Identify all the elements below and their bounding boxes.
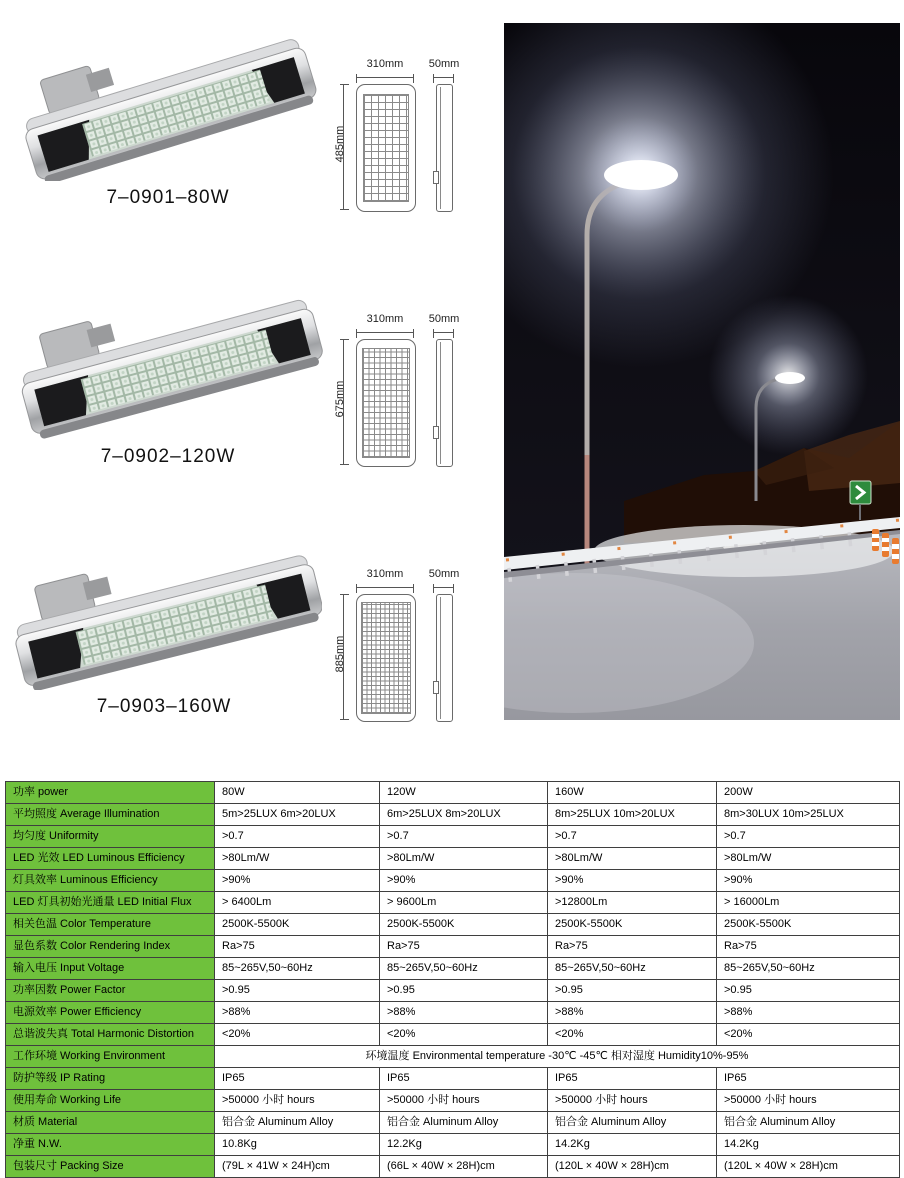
width-dimension-label: 310mm [366, 568, 404, 580]
spec-row [6, 1090, 900, 1112]
spec-cell: >0.95 [215, 980, 380, 1002]
spec-cell: Ra>75 [380, 936, 548, 958]
spec-row [6, 1068, 900, 1090]
spec-cell: IP65 [215, 1068, 380, 1090]
spec-cell: >12800Lm [548, 892, 717, 914]
led-grid [361, 602, 411, 714]
spec-row-label: 包装尺寸 Packing Size [6, 1156, 215, 1178]
spec-cell: >90% [215, 870, 380, 892]
spec-cell: 铝合金 Aluminum Alloy [380, 1112, 548, 1134]
spec-cell: >88% [380, 1002, 548, 1024]
product-label-160w: 7–0903–160W [96, 696, 232, 717]
height-dimension-label: 485mm [334, 125, 346, 163]
spec-cell: <20% [548, 1024, 717, 1046]
spec-row [6, 1134, 900, 1156]
streetlight-night-photo [504, 23, 900, 720]
spec-cell: 8m>25LUX 10m>20LUX [548, 804, 717, 826]
product-photo-160w [7, 540, 322, 690]
spec-row [6, 804, 900, 826]
height-dimension-line [343, 84, 344, 210]
side-dimension-label: 50mm [428, 58, 460, 70]
front-view-drawing [356, 594, 416, 722]
spec-cell: IP65 [717, 1068, 900, 1090]
spec-cell: >0.7 [548, 826, 717, 848]
led-grid [362, 348, 410, 458]
spec-cell: 2500K-5500K [717, 914, 900, 936]
spec-cell: 6m>25LUX 8m>20LUX [380, 804, 548, 826]
dimension-diagram-80w [330, 48, 500, 253]
spec-cell: (120L × 40W × 28H)cm [548, 1156, 717, 1178]
spec-cell: >80Lm/W [548, 848, 717, 870]
spec-row [6, 1002, 900, 1024]
spec-cell: IP65 [548, 1068, 717, 1090]
width-dimension-label: 310mm [366, 58, 404, 70]
spec-cell: 铝合金 Aluminum Alloy [215, 1112, 380, 1134]
side-dimension-line [433, 587, 454, 588]
spec-row-label: 电源效率 Power Efficiency [6, 1002, 215, 1024]
spec-cell: 160W [548, 782, 717, 804]
spec-cell: (120L × 40W × 28H)cm [717, 1156, 900, 1178]
product-label-80w: 7–0901–80W [106, 187, 230, 208]
spec-table-body [6, 782, 900, 1178]
spec-cell: >50000 小时 hours [548, 1090, 717, 1112]
led-grid [363, 94, 409, 202]
product-photo-80w [18, 26, 318, 181]
spec-cell: > 16000Lm [717, 892, 900, 914]
spec-row [6, 892, 900, 914]
spec-cell: >0.7 [215, 826, 380, 848]
spec-row-label: LED 光效 LED Luminous Efficiency [6, 848, 215, 870]
spec-cell: 2500K-5500K [380, 914, 548, 936]
width-dimension-label: 310mm [366, 313, 404, 325]
spec-cell: 80W [215, 782, 380, 804]
spec-cell: (79L × 41W × 24H)cm [215, 1156, 380, 1178]
spec-cell: Ra>75 [215, 936, 380, 958]
spec-cell: >80Lm/W [380, 848, 548, 870]
spec-cell: >80Lm/W [215, 848, 380, 870]
dimension-diagram-120w [330, 303, 500, 508]
width-dimension-line [356, 332, 414, 333]
spec-cell: > 6400Lm [215, 892, 380, 914]
spec-row [6, 782, 900, 804]
spec-cell: 200W [717, 782, 900, 804]
spec-cell: 85~265V,50~60Hz [548, 958, 717, 980]
spec-cell: >90% [717, 870, 900, 892]
spec-cell: >50000 小时 hours [215, 1090, 380, 1112]
side-view-drawing [436, 84, 453, 212]
far-lamp-head [775, 372, 805, 384]
spec-row [6, 914, 900, 936]
spec-cell: <20% [717, 1024, 900, 1046]
spec-cell: (66L × 40W × 28H)cm [380, 1156, 548, 1178]
spec-cell: Ra>75 [548, 936, 717, 958]
spec-cell: >50000 小时 hours [380, 1090, 548, 1112]
side-view-drawing [436, 594, 453, 722]
spec-cell: >50000 小时 hours [717, 1090, 900, 1112]
spec-row-label: 平均照度 Average Illumination [6, 804, 215, 826]
height-dimension-line [343, 339, 344, 465]
spec-cell: > 9600Lm [380, 892, 548, 914]
spec-cell: >0.7 [717, 826, 900, 848]
spec-row-label: 相关色温 Color Temperature [6, 914, 215, 936]
spec-row-label: 总谐波失真 Total Harmonic Distortion [6, 1024, 215, 1046]
spec-cell: 铝合金 Aluminum Alloy [717, 1112, 900, 1134]
spec-row-label: 功率因数 Power Factor [6, 980, 215, 1002]
height-dimension-label: 885mm [334, 635, 346, 673]
spec-row-merged-value: 环境温度 Environmental temperature -30℃ -45℃ 相对湿度 Humidity10%-95% [215, 1046, 900, 1068]
side-dimension-line [433, 332, 454, 333]
spec-row [6, 870, 900, 892]
side-view-drawing [436, 339, 453, 467]
height-dimension-label: 675mm [334, 380, 346, 418]
product-card-160w [4, 540, 324, 718]
spec-cell: 14.2Kg [717, 1134, 900, 1156]
night-scene [504, 23, 900, 720]
spec-cell: >88% [717, 1002, 900, 1024]
spec-cell: 10.8Kg [215, 1134, 380, 1156]
spec-cell: >0.95 [380, 980, 548, 1002]
spec-cell: >0.95 [717, 980, 900, 1002]
spec-row [6, 1046, 900, 1068]
spec-row-label: 灯具效率 Luminous Efficiency [6, 870, 215, 892]
spec-row [6, 980, 900, 1002]
spec-cell: 85~265V,50~60Hz [717, 958, 900, 980]
product-card-120w [8, 282, 328, 468]
spec-cell: 120W [380, 782, 548, 804]
spec-cell: 2500K-5500K [548, 914, 717, 936]
spec-cell: 85~265V,50~60Hz [215, 958, 380, 980]
spec-cell: >88% [548, 1002, 717, 1024]
spec-cell: >88% [215, 1002, 380, 1024]
spec-cell: 14.2Kg [548, 1134, 717, 1156]
spec-cell: >90% [380, 870, 548, 892]
spec-cell: Ra>75 [717, 936, 900, 958]
front-view-drawing [356, 84, 416, 212]
spec-row-label: 工作环境 Working Environment [6, 1046, 215, 1068]
front-view-drawing [356, 339, 416, 467]
spec-row [6, 1024, 900, 1046]
spec-cell: >0.95 [548, 980, 717, 1002]
spec-cell: <20% [215, 1024, 380, 1046]
product-card-80w [8, 26, 328, 209]
spec-table [5, 781, 900, 1178]
spec-row-label: 防护等级 IP Rating [6, 1068, 215, 1090]
spec-cell: 2500K-5500K [215, 914, 380, 936]
spec-cell: >80Lm/W [717, 848, 900, 870]
spec-row [6, 936, 900, 958]
spec-cell: 85~265V,50~60Hz [380, 958, 548, 980]
spec-cell: IP65 [380, 1068, 548, 1090]
side-dimension-line [433, 77, 454, 78]
spec-cell: 8m>30LUX 10m>25LUX [717, 804, 900, 826]
spec-cell: <20% [380, 1024, 548, 1046]
side-dimension-label: 50mm [428, 568, 460, 580]
dimension-diagram-160w [330, 558, 500, 763]
spec-row [6, 958, 900, 980]
spec-row-label: 显色系数 Color Rendering Index [6, 936, 215, 958]
spec-cell: 5m>25LUX 6m>20LUX [215, 804, 380, 826]
spec-row-label: 功率 power [6, 782, 215, 804]
spec-cell: >90% [548, 870, 717, 892]
spec-cell: 12.2Kg [380, 1134, 548, 1156]
spec-row-label: 输入电压 Input Voltage [6, 958, 215, 980]
spec-row [6, 1112, 900, 1134]
spec-row [6, 848, 900, 870]
main-lamp-head [604, 160, 678, 190]
spec-cell: >0.7 [380, 826, 548, 848]
product-photo-120w [13, 282, 323, 440]
spec-row [6, 826, 900, 848]
side-dimension-label: 50mm [428, 313, 460, 325]
width-dimension-line [356, 587, 414, 588]
product-label-120w: 7–0902–120W [100, 446, 236, 467]
height-dimension-line [343, 594, 344, 720]
spec-row-label: 材质 Material [6, 1112, 215, 1134]
spec-row-label: 净重 N.W. [6, 1134, 215, 1156]
spec-row-label: 使用寿命 Working Life [6, 1090, 215, 1112]
spec-row-label: 均匀度 Uniformity [6, 826, 215, 848]
width-dimension-line [356, 77, 414, 78]
spec-row-label: LED 灯具初始光通量 LED Initial Flux [6, 892, 215, 914]
spec-cell: 铝合金 Aluminum Alloy [548, 1112, 717, 1134]
